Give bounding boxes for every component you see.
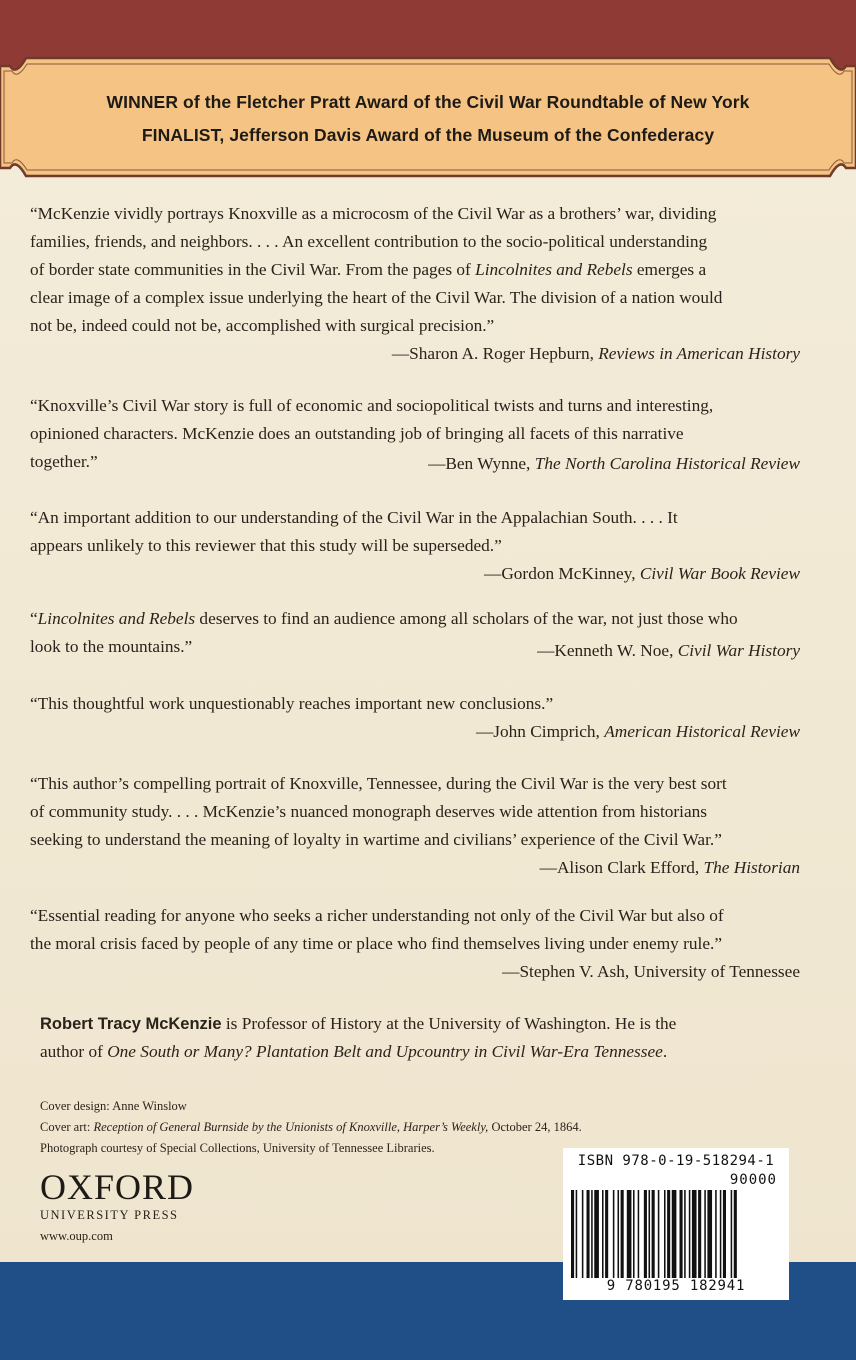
cover-design-credit: Cover design: Anne Winslow xyxy=(40,1099,187,1113)
review-5 xyxy=(30,690,810,746)
barcode-bar xyxy=(734,1190,737,1278)
barcode-bar xyxy=(633,1190,635,1278)
author-bio: Robert Tracy McKenzie is Professor of History at the University of Washington. He is the author of One South or Many? Plantation Belt and Upcountry in Civil War-Era Tennessee. xyxy=(40,1014,677,1061)
barcode-bar xyxy=(591,1190,593,1278)
barcode-bar xyxy=(680,1190,683,1278)
review-attribution: —Gordon McKinney, Civil War Book Review xyxy=(484,564,800,583)
barcode-bar xyxy=(720,1190,722,1278)
author-name: Robert Tracy McKenzie xyxy=(40,1015,222,1033)
cover-art-credit: Cover art: Reception of General Burnside by the Unionists of Knoxville, Harper’s Weekly, October 24, 1864. xyxy=(40,1120,582,1134)
barcode-bar xyxy=(587,1190,590,1278)
review-6 xyxy=(30,770,810,882)
review-line: not be, indeed could not be, accomplished with surgical precision.” xyxy=(30,316,495,335)
photo-credit: Photograph courtesy of Special Collections, University of Tennessee Libraries. xyxy=(40,1141,435,1155)
review-line: clear image of a complex issue underlying the heart of the Civil War. The division of a nation would xyxy=(30,288,723,307)
barcode-bar xyxy=(649,1190,651,1278)
barcode-bar xyxy=(692,1190,697,1278)
book-title: Lincolnites and Rebels xyxy=(475,260,633,279)
barcode-bar xyxy=(618,1190,620,1278)
barcode-bar xyxy=(621,1190,624,1278)
review-3 xyxy=(30,504,810,588)
review-attribution: —Ben Wynne, The North Carolina Historical Review xyxy=(428,454,800,473)
barcode-bar xyxy=(715,1190,717,1278)
barcode-bar xyxy=(582,1190,584,1278)
barcode-bar xyxy=(658,1190,660,1278)
barcode-bar xyxy=(672,1190,677,1278)
barcode-bar xyxy=(571,1190,574,1278)
review-line: “Knoxville’s Civil War story is full of economic and sociopolitical twists and turns and interesting, xyxy=(30,396,714,415)
award-banner-shape xyxy=(0,58,856,176)
review-line: of border state communities in the Civil War. From the pages of Lincolnites and Rebels emerges a xyxy=(30,260,707,279)
review-line: “An important addition to our understanding of the Civil War in the Appalachian South. . . . It xyxy=(30,508,678,527)
barcode-bar xyxy=(698,1190,701,1278)
review-attribution: —Stephen V. Ash, University of Tennessee xyxy=(502,962,800,981)
price-code: 90000 xyxy=(729,1172,777,1188)
review-line: families, friends, and neighbors. . . . An excellent contribution to the socio-political understanding xyxy=(30,232,708,251)
review-line: “This author’s compelling portrait of Knoxville, Tennessee, during the Civil War is the very best sort xyxy=(30,774,727,793)
review-line: together.” xyxy=(30,452,98,471)
review-attribution: —Kenneth W. Noe, Civil War History xyxy=(537,641,800,660)
review-line: appears unlikely to this reviewer that this study will be superseded.” xyxy=(30,536,502,555)
publisher-name: OXFORD xyxy=(40,1167,195,1207)
barcode-bar xyxy=(684,1190,686,1278)
barcode-bar xyxy=(689,1190,691,1278)
review-line: “McKenzie vividly portrays Knoxville as a microcosm of the Civil War as a brothers’ war, dividing xyxy=(30,204,717,223)
award-banner xyxy=(0,40,856,190)
barcode-bar xyxy=(704,1190,706,1278)
review-line: “This thoughtful work unquestionably reaches important new conclusions.” xyxy=(30,694,554,713)
review-2 xyxy=(30,392,810,478)
barcode-bar xyxy=(613,1190,615,1278)
review-line: of community study. . . . McKenzie’s nuanced monograph deserves wide attention from historians xyxy=(30,802,708,821)
barcode-bar xyxy=(602,1190,604,1278)
publisher-press: UNIVERSITY PRESS xyxy=(40,1208,179,1222)
barcode-bar xyxy=(576,1190,578,1278)
publisher-logo xyxy=(40,1168,194,1244)
ean-digits: 9 780195 182941 xyxy=(606,1278,746,1294)
review-line: look to the mountains.” xyxy=(30,637,193,656)
publisher-url: www.oup.com xyxy=(40,1229,113,1243)
review-line: seeking to understand the meaning of loyalty in wartime and civilians’ experience of the Civil War.” xyxy=(30,830,722,849)
review-7 xyxy=(30,902,810,986)
review-attribution: —John Cimprich, American Historical Review xyxy=(476,722,800,741)
barcode-bar xyxy=(707,1190,712,1278)
barcode-bar xyxy=(638,1190,640,1278)
barcode-block xyxy=(563,1148,789,1300)
book-title: Lincolnites and Rebels xyxy=(37,609,196,628)
barcode-bar xyxy=(652,1190,655,1278)
award-winner-line: WINNER of the Fletcher Pratt Award of the Civil War Roundtable of New York xyxy=(106,92,750,112)
barcode-bar xyxy=(664,1190,666,1278)
barcode-bar xyxy=(605,1190,608,1278)
barcode-bar xyxy=(667,1190,670,1278)
other-book-title: One South or Many? Plantation Belt and Upcountry in Civil War-Era Tennessee xyxy=(107,1042,663,1061)
review-line: “Lincolnites and Rebels deserves to find an audience among all scholars of the war, not just those who xyxy=(30,609,738,628)
award-finalist-line: FINALIST, Jefferson Davis Award of the Museum of the Confederacy xyxy=(141,125,715,145)
barcode-bar xyxy=(644,1190,647,1278)
review-4 xyxy=(30,605,810,665)
review-line: the moral crisis faced by people of any time or place who find themselves living under enemy rule.” xyxy=(30,934,722,953)
barcode-bar xyxy=(627,1190,632,1278)
review-line: “Essential reading for anyone who seeks a richer understanding not only of the Civil War but also of xyxy=(30,906,724,925)
review-attribution: —Alison Clark Efford, The Historian xyxy=(539,858,800,877)
barcode-bar xyxy=(723,1190,726,1278)
review-attribution: —Sharon A. Roger Hepburn, Reviews in American History xyxy=(391,344,800,363)
barcode-image xyxy=(571,1190,781,1278)
review-line: opinioned characters. McKenzie does an outstanding job of bringing all facets of this narrative xyxy=(30,424,684,443)
barcode-bar xyxy=(594,1190,599,1278)
review-1 xyxy=(30,200,810,368)
barcode-bar xyxy=(731,1190,733,1278)
isbn-label: ISBN 978-0-19-518294-1 xyxy=(577,1153,775,1169)
